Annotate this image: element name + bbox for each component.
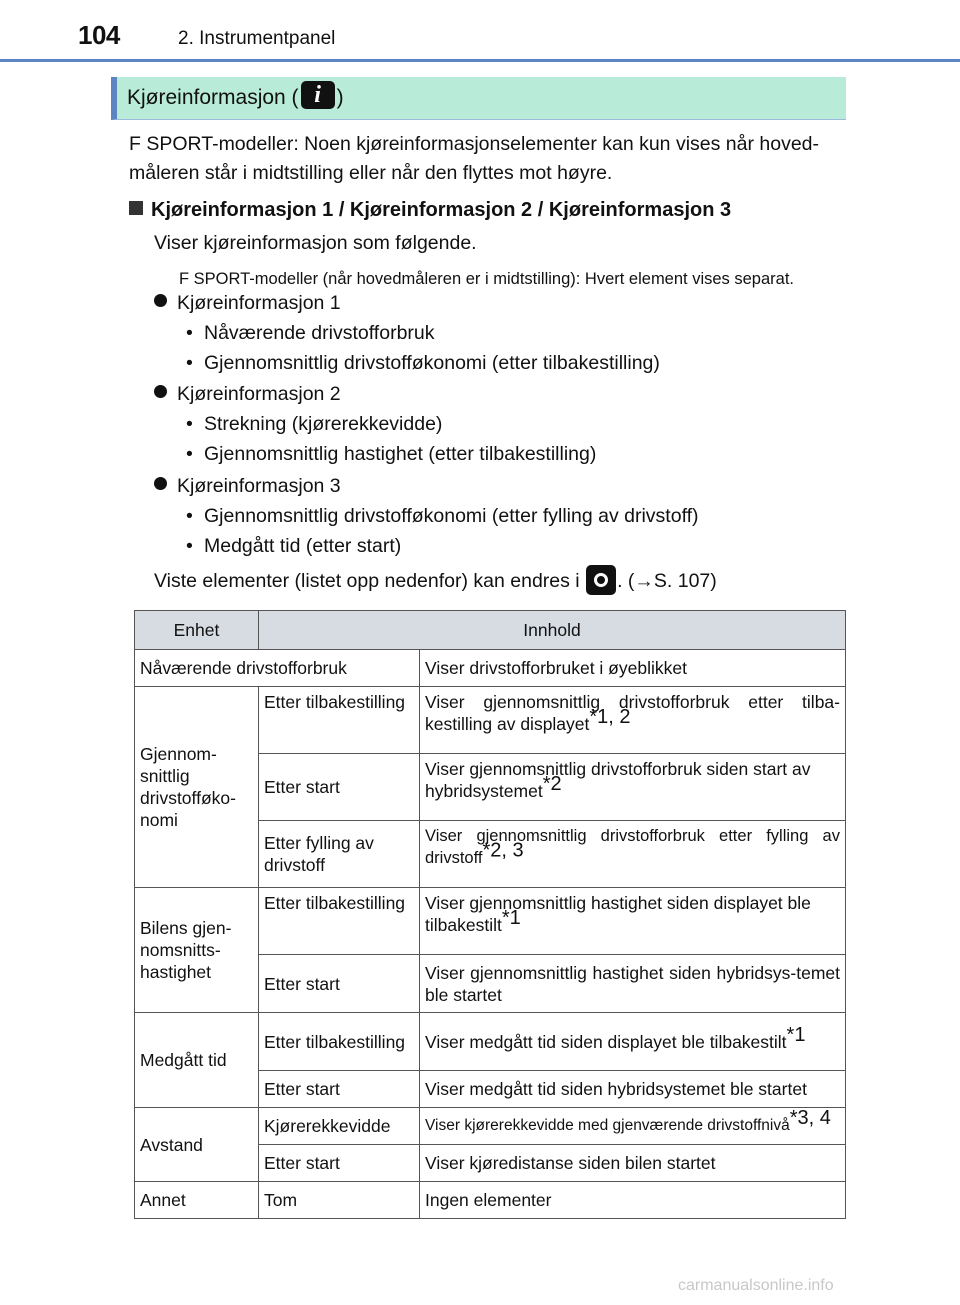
bullet-icon <box>154 477 167 490</box>
table-row: Etter start Viser medgått tid siden hybridsystemet ble startet <box>135 1071 846 1108</box>
chapter-title: 2. Instrumentpanel <box>178 28 336 49</box>
watermark: carmanualsonline.info <box>678 1277 834 1294</box>
group-label: Kjøreinformasjon 2 <box>154 380 341 409</box>
header-rule <box>0 59 960 62</box>
list-item: • Nåværende drivstofforbruk <box>186 322 435 344</box>
table-row: Annet Tom Ingen elementer <box>135 1182 846 1219</box>
unit-cell: Avstand <box>135 1108 259 1182</box>
table-header-row <box>135 611 846 650</box>
list-item: • Strekning (kjørerekkevidde) <box>186 413 443 435</box>
table-row: Nåværende drivstofforbruk Viser drivstofforbruket i øyeblikket <box>135 650 846 687</box>
table-row: Bilens gjen-nomsnitts-hastighet Etter tilbakestilling Viser gjennomsnittlig hastighet siden displayet ble tilbakestilt$^{*1}$ <box>135 888 846 955</box>
square-bullet-icon <box>129 201 143 215</box>
table-row: Gjennom-snittlig drivstofføko-nomi Etter tilbakestilling Viser gjennomsnittlig drivstofforbruk etter tilba-kestilling av displayet$^{*1, 2}$ <box>135 687 846 754</box>
change-settings-line: Viste elementer (listet opp nedenfor) kan endres i . (→S. 107) <box>154 567 717 596</box>
table-row: Etter start Viser gjennomsnittlig drivstofforbruk siden start av hybridsystemet$^{*2}$ <box>135 754 846 821</box>
group-label: Kjøreinformasjon 1 <box>154 289 341 318</box>
settings-gear-icon <box>586 565 616 595</box>
description-text: Viser kjøreinformasjon som følgende. <box>154 232 477 254</box>
page-number: 104 <box>78 20 120 50</box>
note-text: F SPORT-modeller (når hovedmåleren er i midtstilling): Hvert element vises separat. <box>179 270 795 288</box>
unit-cell: Medgått tid <box>135 1013 259 1108</box>
list-item: • Gjennomsnittlig drivstofføkonomi (etter tilbakestilling) <box>186 352 660 374</box>
list-item: • Gjennomsnittlig drivstofføkonomi (etter fylling av drivstoff) <box>186 505 699 527</box>
table-row: Etter start Viser gjennomsnittlig hastighet siden hybridsys-temet ble startet <box>135 955 846 1013</box>
bullet-icon <box>154 385 167 398</box>
table-row: Medgått tid Etter tilbakestilling Viser medgått tid siden displayet ble tilbakestilt$^{*1}$ <box>135 1013 846 1071</box>
subheading: Kjøreinformasjon 1 / Kjøreinformasjon 2 / Kjøreinformasjon 3 <box>129 196 731 225</box>
unit-cell: Bilens gjen-nomsnitts-hastighet <box>135 888 259 1013</box>
section-title-bar <box>111 77 846 120</box>
info-table <box>134 610 846 1219</box>
header-content: Innhold <box>259 611 846 650</box>
header-unit: Enhet <box>135 611 259 650</box>
list-item: • Gjennomsnittlig hastighet (etter tilbakestilling) <box>186 443 597 465</box>
section-title: Kjøreinformasjon ( i ) <box>127 82 344 109</box>
list-item: • Medgått tid (etter start) <box>186 535 402 557</box>
page-header <box>0 0 960 62</box>
info-icon: i <box>301 81 335 109</box>
group-label: Kjøreinformasjon 3 <box>154 472 341 501</box>
table-row: Etter fylling av drivstoff Viser gjennomsnittlig drivstofforbruk etter fylling av drivstoff$^{*2, 3}$ <box>135 821 846 888</box>
table-row: Avstand Kjørerekkevidde Viser kjørerekkevidde med gjenværende drivstoffnivå$^{*3, 4}$ <box>135 1108 846 1145</box>
intro-paragraph: F SPORT-modeller: Noen kjøreinformasjonselementer kan kun vises når hoved-måleren står i midtstilling eller når den flyttes mot høyre. <box>129 133 820 184</box>
bullet-icon <box>154 294 167 307</box>
table-row: Etter start Viser kjøredistanse siden bilen startet <box>135 1145 846 1182</box>
unit-cell: Gjennom-snittlig drivstofføko-nomi <box>135 687 259 888</box>
